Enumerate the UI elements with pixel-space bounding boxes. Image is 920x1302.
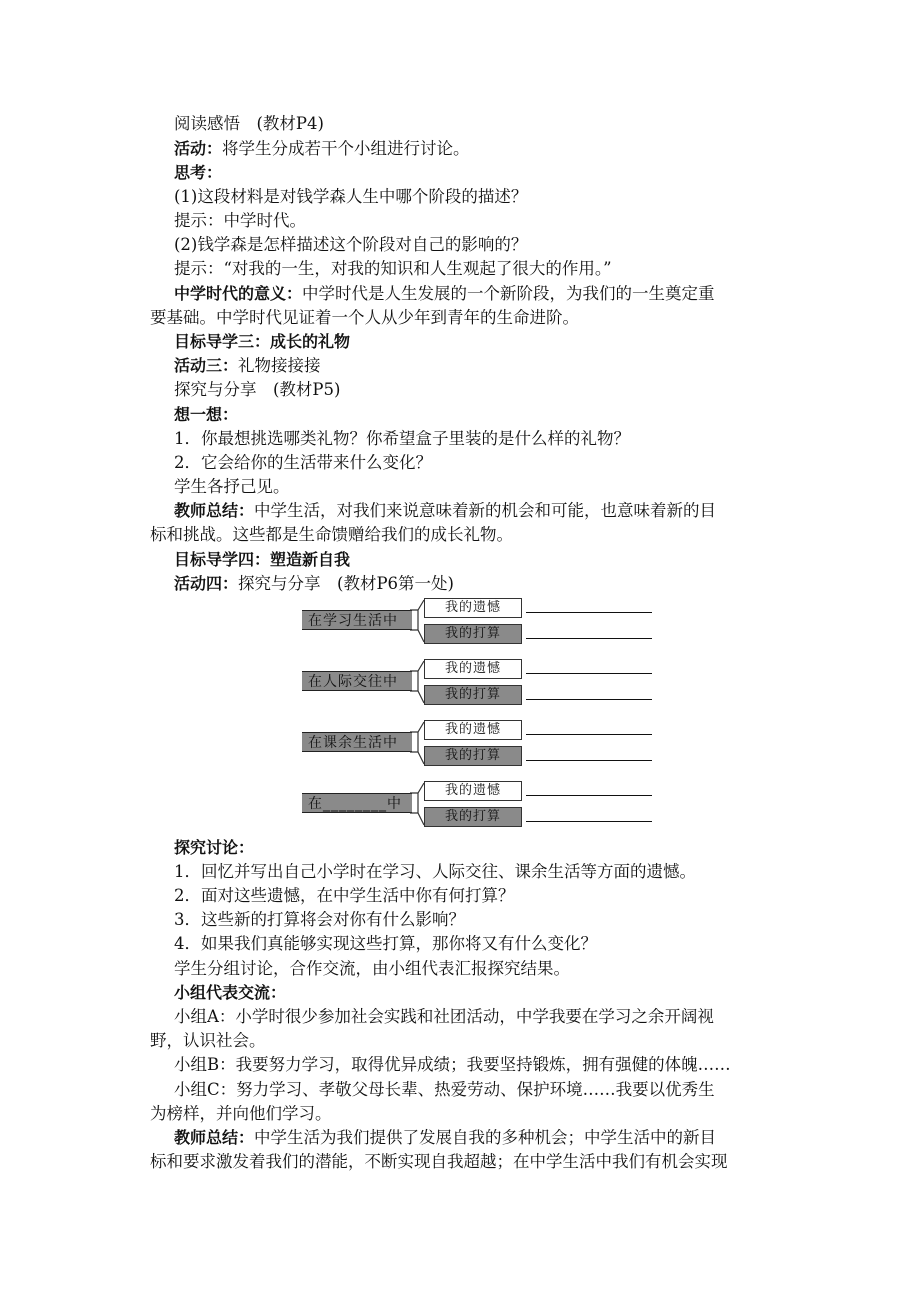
plan-label: 我的打算 (424, 807, 522, 827)
teacher-summary-2-text: 中学生活为我们提供了发展自我的多种机会；中学生活中的新目 (254, 1128, 717, 1147)
activity-four-text: 探究与分享 (教材P6第一处) (238, 574, 454, 593)
activity-three-text: 礼物接接接 (238, 356, 321, 375)
reading-heading: 阅读感悟 (教材P4) (174, 114, 324, 133)
regret-label: 我的遗憾 (424, 720, 522, 740)
regret-label: 我的遗憾 (424, 598, 522, 618)
hint-2: 提示：“对我的一生，对我的知识和人生观起了很大的作用。” (174, 259, 612, 278)
activity-four-label: 活动四： (174, 574, 239, 593)
group-report-heading: 小组代表交流： (174, 983, 287, 1002)
goal-three-heading: 目标导学三：成长的礼物 (174, 332, 351, 351)
activity-line (174, 137, 470, 161)
diagram-main-label: 在学习生活中 (302, 610, 412, 630)
teacher-summary-label: 教师总结： (174, 501, 255, 520)
diagram-main-label: 在课余生活中 (302, 732, 412, 752)
diagram-row-social (302, 659, 662, 705)
regret-blank (526, 673, 652, 674)
activity-text: 将学生分成若干个小组进行讨论。 (222, 139, 470, 158)
gift-question-2: 2．它会给你的生活带来什么变化？ (174, 453, 432, 472)
hint-1: 提示：中学时代。 (174, 211, 306, 230)
teacher-summary-2-continued: 标和要求激发着我们的潜能，不断实现自我超越；在中学生活中我们有机会实现 (150, 1152, 728, 1171)
plan-label: 我的打算 (424, 746, 522, 766)
teacher-summary-text: 中学生活，对我们来说意味着新的机会和可能，也意味着新的目 (254, 501, 717, 520)
teacher-summary-2-label: 教师总结： (174, 1128, 255, 1147)
group-discussion-note: 学生分组讨论，合作交流，由小组代表汇报探究结果。 (174, 959, 570, 978)
diagram-main-label: 在________中 (302, 793, 412, 813)
regret-blank (526, 734, 652, 735)
group-a: 小组A：小学时很少参加社会实践和社团活动，中学我要在学习之余开阔视 (174, 1007, 714, 1026)
activity-label: 活动： (174, 139, 223, 158)
regret-blank (526, 612, 652, 613)
regret-blank (526, 795, 652, 796)
group-c-continued: 为榜样，并向他们学习。 (150, 1104, 332, 1123)
regret-label: 我的遗憾 (424, 781, 522, 801)
diagram-main-label: 在人际交往中 (302, 671, 412, 691)
discussion-3: 3．这些新的打算将会对你有什么影响？ (174, 910, 465, 929)
discussion-heading: 探究讨论： (174, 838, 255, 857)
teacher-summary-1-continued: 标和挑战。这些都是生命馈赠给我们的成长礼物。 (150, 525, 513, 544)
discussion-4: 4．如果我们真能够实现这些打算，那你将又有什么变化？ (174, 934, 597, 953)
group-b: 小组B：我要努力学习，取得优异成绩；我要坚持锻炼，拥有强健的体魄…… (174, 1055, 731, 1074)
meaning-line (174, 282, 715, 306)
plan-blank (526, 760, 652, 761)
goal-four-heading: 目标导学四：塑造新自我 (174, 550, 351, 569)
meaning-label: 中学时代的意义： (174, 284, 303, 303)
gift-question-1: 1．你最想挑选哪类礼物？你希望盒子里装的是什么样的礼物？ (174, 429, 630, 448)
question-2: (2)钱学森是怎样描述这个阶段对自己的影响的？ (174, 235, 528, 254)
diagram-row-blank (302, 781, 662, 827)
teacher-summary-2 (174, 1126, 716, 1150)
question-1: (1)这段材料是对钱学森人生中哪个阶段的描述？ (174, 187, 528, 206)
diagram-row-leisure (302, 720, 662, 766)
activity-four-line (174, 572, 454, 596)
explore-share-p5: 探究与分享 (教材P5) (174, 380, 341, 399)
students-answer: 学生各抒己见。 (174, 477, 290, 496)
discussion-1: 1．回忆并写出自己小学时在学习、人际交往、课余生活等方面的遗憾。 (174, 862, 696, 881)
regret-label: 我的遗憾 (424, 659, 522, 679)
discussion-2: 2．面对这些遗憾，在中学生活中你有何打算？ (174, 886, 515, 905)
think-heading: 思考： (174, 163, 223, 182)
meaning-text: 中学时代是人生发展的一个新阶段，为我们的一生奠定重 (302, 284, 715, 303)
plan-label: 我的打算 (424, 624, 522, 644)
teacher-summary-1 (174, 499, 716, 523)
group-a-continued: 野，认识社会。 (150, 1031, 266, 1050)
activity-three-label: 活动三： (174, 356, 239, 375)
plan-blank (526, 638, 652, 639)
diagram-row-study (302, 598, 662, 644)
plan-blank (526, 699, 652, 700)
meaning-continued: 要基础。中学时代见证着一个人从少年到青年的生命进阶。 (150, 308, 579, 327)
plan-label: 我的打算 (424, 685, 522, 705)
plan-blank (526, 821, 652, 822)
activity-three-line (174, 354, 321, 378)
group-c: 小组C：努力学习、孝敬父母长辈、热爱劳动、保护环境……我要以优秀生 (174, 1080, 715, 1099)
think-about-heading: 想一想： (174, 405, 239, 424)
